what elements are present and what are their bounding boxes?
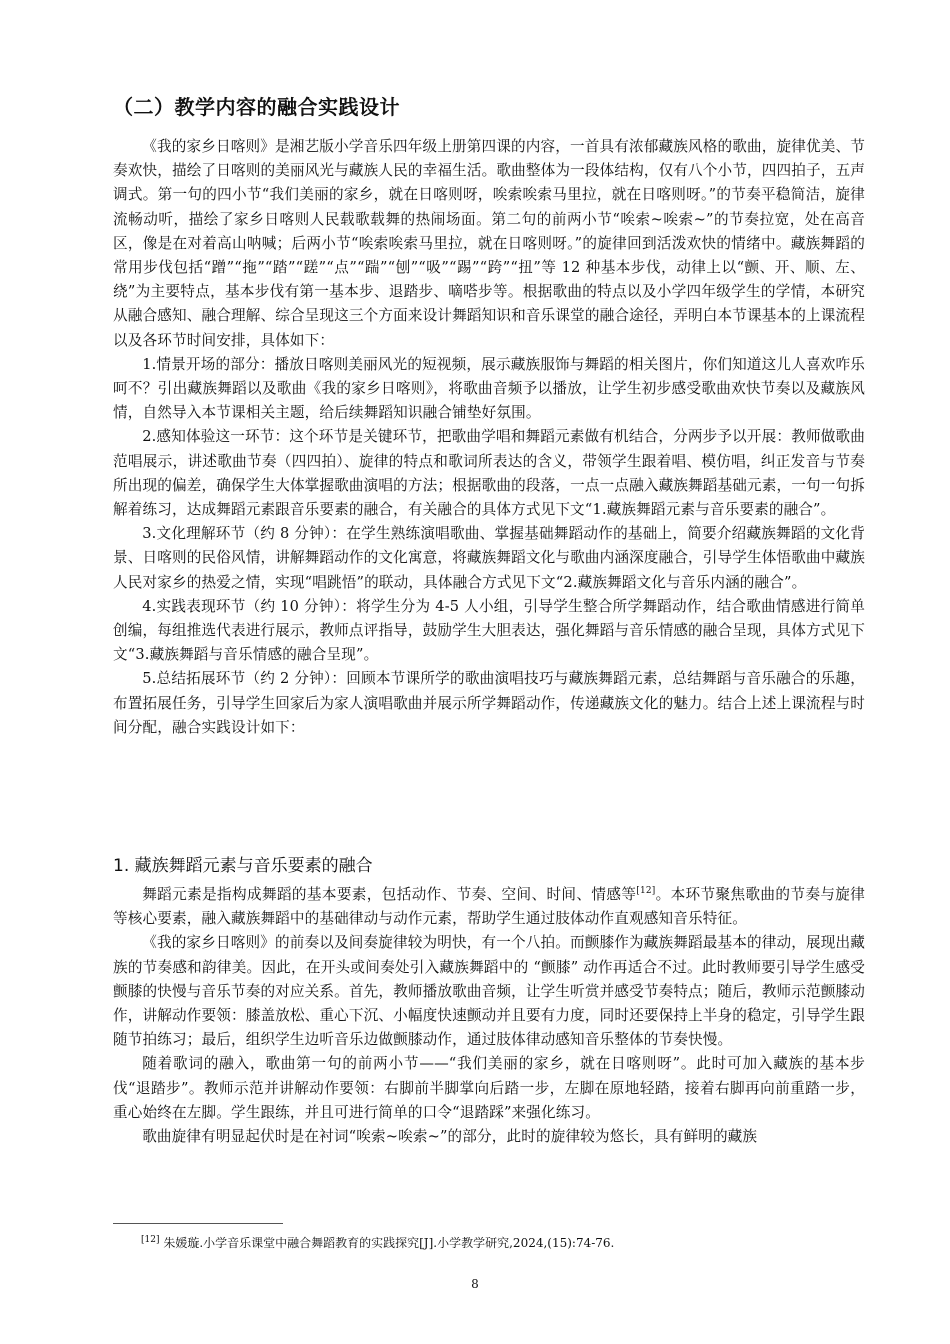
footnote-divider bbox=[113, 1223, 283, 1224]
subsection-heading: 1. 藏族舞蹈元素与音乐要素的融合 bbox=[113, 856, 373, 876]
paragraph-text: 。本环节聚焦歌曲的节奏与旋律等核心要素，融入藏族舞蹈中的基础律动与动作元素，帮助学生通过肢体动作直观感知音乐特征。 bbox=[113, 886, 865, 928]
paragraph: 2.感知体验这一环节：这个环节是关键环节，把歌曲学唱和舞蹈元素做有机结合，分两步予以开展：教师做歌曲范唱展示，讲述歌曲节奏（四四拍）、旋律的特点和歌词所表达的含义，带领学生跟着唱、模仿唱，纠正发音与节奏所出现的偏差，确保学生大体掌握歌曲演唱的方法；根据歌曲的段落，一点一点融入藏族舞蹈基础元素，一句一句拆解着练习，达成舞蹈元素跟音乐要素的融合，有关融合的具体方式见下文“1.藏族舞蹈元素与音乐要素的融合”。 bbox=[113, 428, 865, 519]
paragraph: 5.总结拓展环节（约 2 分钟）：回顾本节课所学的歌曲演唱技巧与藏族舞蹈元素，总结舞蹈与音乐融合的乐趣，布置拓展任务，引导学生回家后为家人演唱歌曲并展示所学舞蹈动作，传递藏族文化的魅力。结合上述上课流程与时间分配，融合实践设计如下： bbox=[113, 670, 865, 736]
footnote-marker: [12] bbox=[141, 1235, 160, 1245]
paragraph: 《我的家乡日喀则》的前奏以及间奏旋律较为明快，有一个八拍。而颤膝作为藏族舞蹈最基本的律动，展现出藏族的节奏感和韵律美。因此，在开头或间奏处引入藏族舞蹈中的 “颤膝” 动作再适合不过。此时教师要引导学生感受颤膝的快慢与音乐节奏的对应关系。首先，教师播放歌曲音频，让学生听赏并感受节奏特点；随后，教师示范颤膝动作，讲解动作要领：膝盖放松、重心下沉、小幅度快速颤动并且要有力度，同时还要保持上半身的稳定，引导学生跟随节拍练习；最后，组织学生边听音乐边做颤膝动作，通过肢体律动感知音乐整体的节奏快慢。 bbox=[113, 934, 865, 1049]
section-body bbox=[113, 135, 865, 740]
paragraph bbox=[113, 883, 865, 931]
section-heading: （二）教学内容的融合实践设计 bbox=[113, 95, 400, 119]
footnote-text: 朱媛璇.小学音乐课堂中融合舞蹈教育的实践探究[J].小学教学研究,2024,(15):74-76. bbox=[163, 1236, 615, 1250]
paragraph: 4.实践表现环节（约 10 分钟）：将学生分为 4-5 人小组，引导学生整合所学舞蹈动作，结合歌曲情感进行简单创编，每组推选代表进行展示，教师点评指导，鼓励学生大胆表达，强化舞蹈与音乐情感的融合呈现，具体方式见下文“3.藏族舞蹈与音乐情感的融合呈现”。 bbox=[113, 597, 865, 664]
subsection-body bbox=[113, 883, 865, 1149]
footnote bbox=[141, 1234, 861, 1252]
paragraph: 1.情景开场的部分：播放日喀则美丽风光的短视频，展示藏族服饰与舞蹈的相关图片，你们知道这儿人喜欢咋乐呵不？引出藏族舞蹈以及歌曲《我的家乡日喀则》，将歌曲音频予以播放，让学生初步感受歌曲欢快节奏以及藏族风情，自然导入本节课相关主题，给后续舞蹈知识融合铺垫好氛围。 bbox=[113, 355, 865, 422]
paragraph-text: 舞蹈元素是指构成舞蹈的基本要素，包括动作、节奏、空间、时间、情感等 bbox=[142, 886, 637, 903]
page-number: 8 bbox=[471, 1277, 479, 1291]
paragraph: 随着歌词的融入，歌曲第一句的前两小节——“我们美丽的家乡，就在日喀则呀”。此时可加入藏族的基本步伐“退踏步”。教师示范并讲解动作要领：右脚前半脚掌向后踏一步，左脚在原地轻踏，接着右脚再向前重踏一步，重心始终在左脚。学生跟练，并且可进行简单的口令“退踏踩”来强化练习。 bbox=[113, 1055, 865, 1121]
paragraph: 3.文化理解环节（约 8 分钟）：在学生熟练演唱歌曲、掌握基础舞蹈动作的基础上，简要介绍藏族舞蹈的文化背景、日喀则的民俗风情，讲解舞蹈动作的文化寓意，将藏族舞蹈文化与歌曲内涵深度融合，引导学生体悟歌曲中藏族人民对家乡的热爱之情，实现“唱跳悟”的联动，具体融合方式见下文“2.藏族舞蹈文化与音乐内涵的融合”。 bbox=[113, 525, 865, 591]
paragraph: 歌曲旋律有明显起伏时是在衬词“唉索~唉索~”的部分，此时的旋律较为悠长，具有鲜明的藏族 bbox=[142, 1128, 758, 1146]
citation-ref[interactable]: [12] bbox=[636, 886, 656, 897]
paragraph: 《我的家乡日喀则》是湘艺版小学音乐四年级上册第四课的内容，一首具有浓郁藏族风格的歌曲，旋律优美、节奏欢快，描绘了日喀则的美丽风光与藏族人民的幸福生活。歌曲整体为一段体结构，仅有八个小节，四四拍子，五声调式。第一句的四小节“我们美丽的家乡，就在日喀则呀，唉索唉索马里拉，就在日喀则呀。”的节奏平稳简洁，旋律流畅动听，描绘了家乡日喀则人民载歌载舞的热闹场面。第二句的前两小节“唉索~唉索~”的节奏拉宽，处在高音区，像是在对着高山呐喊；后两小节“唉索唉索马里拉，就在日喀则呀。”的旋律回到活泼欢快的情绪中。藏族舞蹈的常用步伐包括“蹭”“拖”“踏”“蹉”“点”“踹”“刨”“吸”“踢”“跨”“扭”等 12 种基本步伐，动律上以“颤、开、顺、左、绕”为主要特点，基本步伐有第一基本步、退踏步、嘀嗒步等。根据歌曲的特点以及小学四年级学生的学情，本研究从融合感知、融合理解、综合呈现这三个方面来设计舞蹈知识和音乐课堂的融合途径，弄明白本节课基本的上课流程以及各环节时间安排，具体如下： bbox=[113, 138, 865, 349]
